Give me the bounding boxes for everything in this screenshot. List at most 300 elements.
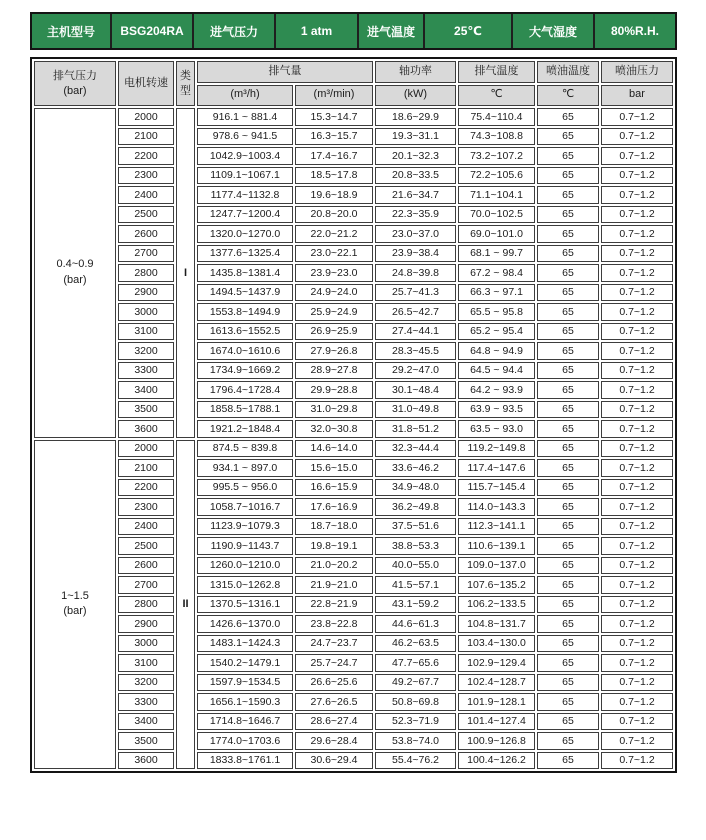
flow-m3min-cell: 24.9~24.0 <box>295 284 373 302</box>
table-row <box>34 732 673 750</box>
motor-speed-cell: 2000 <box>118 108 174 126</box>
oil-temp-cell: 65 <box>537 420 599 438</box>
flow-m3h-cell: 1597.9~1534.5 <box>197 674 293 692</box>
flow-m3h-cell: 1435.8~1381.4 <box>197 264 293 282</box>
flow-m3min-cell: 26.6~25.6 <box>295 674 373 692</box>
oil-pressure-cell: 0.7~1.2 <box>601 479 673 497</box>
col-header-shaft-power: 轴功率 <box>375 61 456 83</box>
flow-m3h-cell: 1247.7~1200.4 <box>197 206 293 224</box>
oil-temp-cell: 65 <box>537 245 599 263</box>
flow-m3h-cell: 978.6 ~ 941.5 <box>197 128 293 146</box>
discharge-temp-cell: 65.5 ~ 95.8 <box>458 303 535 321</box>
flow-m3h-cell: 916.1 ~ 881.4 <box>197 108 293 126</box>
discharge-temp-cell: 109.0~137.0 <box>458 557 535 575</box>
flow-m3min-cell: 16.3~15.7 <box>295 128 373 146</box>
oil-temp-cell: 65 <box>537 186 599 204</box>
oil-pressure-cell: 0.7~1.2 <box>601 303 673 321</box>
motor-speed-cell: 3000 <box>118 635 174 653</box>
col-unit-m3min: (m³/min) <box>295 85 373 107</box>
motor-speed-cell: 3200 <box>118 674 174 692</box>
table-row <box>34 752 673 770</box>
motor-speed-cell: 2200 <box>118 479 174 497</box>
col-unit-kw: (kW) <box>375 85 456 107</box>
type-cell: I <box>176 108 195 438</box>
oil-pressure-cell: 0.7~1.2 <box>601 576 673 594</box>
motor-speed-cell: 2300 <box>118 498 174 516</box>
oil-temp-cell: 65 <box>537 401 599 419</box>
oil-pressure-cell: 0.7~1.2 <box>601 206 673 224</box>
table-row <box>34 576 673 594</box>
type-cell: II <box>176 440 195 770</box>
shaft-power-cell: 18.6~29.9 <box>375 108 456 126</box>
shaft-power-cell: 55.4~76.2 <box>375 752 456 770</box>
flow-m3h-cell: 874.5 ~ 839.8 <box>197 440 293 458</box>
flow-m3min-cell: 23.0~22.1 <box>295 245 373 263</box>
inlet-temp-label: 进气温度 <box>359 14 423 48</box>
col-header-type: 类 型 <box>176 61 195 106</box>
shaft-power-cell: 41.5~57.1 <box>375 576 456 594</box>
discharge-temp-cell: 102.4~128.7 <box>458 674 535 692</box>
flow-m3h-cell: 1774.0~1703.6 <box>197 732 293 750</box>
table-row <box>34 108 673 126</box>
flow-m3h-cell: 1315.0~1262.8 <box>197 576 293 594</box>
discharge-temp-cell: 112.3~141.1 <box>458 518 535 536</box>
flow-m3h-cell: 1377.6~1325.4 <box>197 245 293 263</box>
flow-m3h-cell: 1796.4~1728.4 <box>197 381 293 399</box>
oil-pressure-cell: 0.7~1.2 <box>601 518 673 536</box>
performance-table <box>30 57 677 773</box>
model-info-header <box>30 12 677 50</box>
flow-m3h-cell: 1540.2~1479.1 <box>197 654 293 672</box>
flow-m3min-cell: 26.9~25.9 <box>295 323 373 341</box>
flow-m3min-cell: 15.3~14.7 <box>295 108 373 126</box>
shaft-power-cell: 32.3~44.4 <box>375 440 456 458</box>
motor-speed-cell: 3600 <box>118 420 174 438</box>
oil-temp-cell: 65 <box>537 557 599 575</box>
oil-pressure-cell: 0.7~1.2 <box>601 537 673 555</box>
flow-m3min-cell: 23.8~22.8 <box>295 615 373 633</box>
col-header-motor-speed: 电机转速 <box>118 61 174 106</box>
col-unit-m3h: (m³/h) <box>197 85 293 107</box>
col-header-discharge-pressure: 排气压力 (bar) <box>34 61 116 106</box>
discharge-temp-cell: 103.4~130.0 <box>458 635 535 653</box>
oil-temp-cell: 65 <box>537 596 599 614</box>
table-row <box>34 498 673 516</box>
shaft-power-cell: 21.6~34.7 <box>375 186 456 204</box>
shaft-power-cell: 52.3~71.9 <box>375 713 456 731</box>
shaft-power-cell: 34.9~48.0 <box>375 479 456 497</box>
flow-m3h-cell: 1921.2~1848.4 <box>197 420 293 438</box>
flow-m3min-cell: 29.6~28.4 <box>295 732 373 750</box>
shaft-power-cell: 23.0~37.0 <box>375 225 456 243</box>
table-row <box>34 128 673 146</box>
col-header-discharge-temp: 排气温度 <box>458 61 535 83</box>
shaft-power-cell: 44.6~61.3 <box>375 615 456 633</box>
oil-pressure-cell: 0.7~1.2 <box>601 284 673 302</box>
flow-m3h-cell: 995.5 ~ 956.0 <box>197 479 293 497</box>
flow-m3min-cell: 20.8~20.0 <box>295 206 373 224</box>
oil-temp-cell: 65 <box>537 206 599 224</box>
flow-m3h-cell: 1674.0~1610.6 <box>197 342 293 360</box>
flow-m3h-cell: 934.1 ~ 897.0 <box>197 459 293 477</box>
motor-speed-cell: 3100 <box>118 323 174 341</box>
col-unit-oil-temp: ℃ <box>537 85 599 107</box>
oil-pressure-cell: 0.7~1.2 <box>601 264 673 282</box>
discharge-temp-cell: 104.8~131.7 <box>458 615 535 633</box>
table-row <box>34 147 673 165</box>
oil-pressure-cell: 0.7~1.2 <box>601 635 673 653</box>
oil-temp-cell: 65 <box>537 498 599 516</box>
shaft-power-cell: 20.8~33.5 <box>375 167 456 185</box>
oil-temp-cell: 65 <box>537 576 599 594</box>
oil-temp-cell: 65 <box>537 128 599 146</box>
oil-pressure-cell: 0.7~1.2 <box>601 596 673 614</box>
oil-pressure-cell: 0.7~1.2 <box>601 186 673 204</box>
oil-pressure-cell: 0.7~1.2 <box>601 440 673 458</box>
col-header-oil-pressure: 喷油压力 <box>601 61 673 83</box>
oil-temp-cell: 65 <box>537 362 599 380</box>
flow-m3min-cell: 16.6~15.9 <box>295 479 373 497</box>
table-row <box>34 401 673 419</box>
shaft-power-cell: 53.8~74.0 <box>375 732 456 750</box>
discharge-temp-cell: 68.1 ~ 99.7 <box>458 245 535 263</box>
oil-pressure-cell: 0.7~1.2 <box>601 108 673 126</box>
shaft-power-cell: 20.1~32.3 <box>375 147 456 165</box>
discharge-temp-cell: 64.8 ~ 94.9 <box>458 342 535 360</box>
oil-temp-cell: 65 <box>537 732 599 750</box>
flow-m3h-cell: 1483.1~1424.3 <box>197 635 293 653</box>
shaft-power-cell: 37.5~51.6 <box>375 518 456 536</box>
oil-pressure-cell: 0.7~1.2 <box>601 225 673 243</box>
flow-m3h-cell: 1858.5~1788.1 <box>197 401 293 419</box>
motor-speed-cell: 2100 <box>118 128 174 146</box>
oil-temp-cell: 65 <box>537 479 599 497</box>
discharge-temp-cell: 63.9 ~ 93.5 <box>458 401 535 419</box>
table-row <box>34 420 673 438</box>
discharge-temp-cell: 100.9~126.8 <box>458 732 535 750</box>
flow-m3min-cell: 29.9~28.8 <box>295 381 373 399</box>
shaft-power-cell: 47.7~65.6 <box>375 654 456 672</box>
shaft-power-cell: 31.0~49.8 <box>375 401 456 419</box>
oil-temp-cell: 65 <box>537 635 599 653</box>
oil-pressure-cell: 0.7~1.2 <box>601 342 673 360</box>
oil-temp-cell: 65 <box>537 225 599 243</box>
discharge-temp-cell: 66.3 ~ 97.1 <box>458 284 535 302</box>
table-row <box>34 206 673 224</box>
col-unit-discharge-temp: ℃ <box>458 85 535 107</box>
motor-speed-cell: 2900 <box>118 284 174 302</box>
discharge-temp-cell: 73.2~107.2 <box>458 147 535 165</box>
table-row <box>34 693 673 711</box>
table-row <box>34 381 673 399</box>
motor-speed-cell: 2600 <box>118 225 174 243</box>
table-row <box>34 557 673 575</box>
table-row <box>34 264 673 282</box>
model-label: 主机型号 <box>32 14 110 48</box>
discharge-temp-cell: 72.2~105.6 <box>458 167 535 185</box>
shaft-power-cell: 29.2~47.0 <box>375 362 456 380</box>
flow-m3min-cell: 17.6~16.9 <box>295 498 373 516</box>
oil-temp-cell: 65 <box>537 713 599 731</box>
inlet-pressure-label: 进气压力 <box>194 14 274 48</box>
flow-m3min-cell: 22.8~21.9 <box>295 596 373 614</box>
discharge-temp-cell: 106.2~133.5 <box>458 596 535 614</box>
table-row <box>34 245 673 263</box>
pressure-range-cell: 1~1.5 (bar) <box>34 440 116 770</box>
motor-speed-cell: 2500 <box>118 537 174 555</box>
shaft-power-cell: 26.5~42.7 <box>375 303 456 321</box>
discharge-temp-cell: 64.5 ~ 94.4 <box>458 362 535 380</box>
oil-pressure-cell: 0.7~1.2 <box>601 498 673 516</box>
table-row <box>34 342 673 360</box>
table-row <box>34 615 673 633</box>
flow-m3h-cell: 1260.0~1210.0 <box>197 557 293 575</box>
discharge-temp-cell: 69.0~101.0 <box>458 225 535 243</box>
table-row <box>34 186 673 204</box>
flow-m3min-cell: 30.6~29.4 <box>295 752 373 770</box>
discharge-temp-cell: 67.2 ~ 98.4 <box>458 264 535 282</box>
oil-temp-cell: 65 <box>537 654 599 672</box>
flow-m3h-cell: 1553.8~1494.9 <box>197 303 293 321</box>
motor-speed-cell: 3000 <box>118 303 174 321</box>
shaft-power-cell: 31.8~51.2 <box>375 420 456 438</box>
discharge-temp-cell: 117.4~147.6 <box>458 459 535 477</box>
shaft-power-cell: 19.3~31.1 <box>375 128 456 146</box>
shaft-power-cell: 28.3~45.5 <box>375 342 456 360</box>
flow-m3h-cell: 1613.6~1552.5 <box>197 323 293 341</box>
motor-speed-cell: 2800 <box>118 264 174 282</box>
motor-speed-cell: 2300 <box>118 167 174 185</box>
flow-m3h-cell: 1734.9~1669.2 <box>197 362 293 380</box>
col-unit-oil-pressure: bar <box>601 85 673 107</box>
oil-pressure-cell: 0.7~1.2 <box>601 615 673 633</box>
inlet-pressure-value: 1 atm <box>276 14 357 48</box>
motor-speed-cell: 3500 <box>118 732 174 750</box>
flow-m3h-cell: 1714.8~1646.7 <box>197 713 293 731</box>
table-row <box>34 362 673 380</box>
motor-speed-cell: 2500 <box>118 206 174 224</box>
flow-m3min-cell: 28.9~27.8 <box>295 362 373 380</box>
flow-m3h-cell: 1042.9~1003.4 <box>197 147 293 165</box>
oil-temp-cell: 65 <box>537 284 599 302</box>
flow-m3h-cell: 1109.1~1067.1 <box>197 167 293 185</box>
humidity-value: 80%R.H. <box>595 14 675 48</box>
shaft-power-cell: 50.8~69.8 <box>375 693 456 711</box>
flow-m3min-cell: 17.4~16.7 <box>295 147 373 165</box>
table-row <box>34 167 673 185</box>
flow-m3min-cell: 27.6~26.5 <box>295 693 373 711</box>
oil-temp-cell: 65 <box>537 381 599 399</box>
flow-m3h-cell: 1320.0~1270.0 <box>197 225 293 243</box>
discharge-temp-cell: 107.6~135.2 <box>458 576 535 594</box>
oil-pressure-cell: 0.7~1.2 <box>601 245 673 263</box>
motor-speed-cell: 2200 <box>118 147 174 165</box>
table-row <box>34 479 673 497</box>
shaft-power-cell: 25.7~41.3 <box>375 284 456 302</box>
shaft-power-cell: 27.4~44.1 <box>375 323 456 341</box>
discharge-temp-cell: 70.0~102.5 <box>458 206 535 224</box>
oil-pressure-cell: 0.7~1.2 <box>601 693 673 711</box>
oil-pressure-cell: 0.7~1.2 <box>601 420 673 438</box>
oil-temp-cell: 65 <box>537 342 599 360</box>
oil-pressure-cell: 0.7~1.2 <box>601 167 673 185</box>
flow-m3h-cell: 1370.5~1316.1 <box>197 596 293 614</box>
model-value: BSG204RA <box>112 14 192 48</box>
oil-pressure-cell: 0.7~1.2 <box>601 732 673 750</box>
flow-m3min-cell: 25.7~24.7 <box>295 654 373 672</box>
col-header-oil-temp: 喷油温度 <box>537 61 599 83</box>
discharge-temp-cell: 63.5 ~ 93.0 <box>458 420 535 438</box>
discharge-temp-cell: 100.4~126.2 <box>458 752 535 770</box>
table-row <box>34 303 673 321</box>
oil-temp-cell: 65 <box>537 537 599 555</box>
oil-temp-cell: 65 <box>537 674 599 692</box>
table-row <box>34 284 673 302</box>
motor-speed-cell: 2100 <box>118 459 174 477</box>
oil-pressure-cell: 0.7~1.2 <box>601 752 673 770</box>
discharge-temp-cell: 71.1~104.1 <box>458 186 535 204</box>
flow-m3min-cell: 24.7~23.7 <box>295 635 373 653</box>
motor-speed-cell: 2600 <box>118 557 174 575</box>
oil-temp-cell: 65 <box>537 615 599 633</box>
shaft-power-cell: 38.8~53.3 <box>375 537 456 555</box>
oil-pressure-cell: 0.7~1.2 <box>601 128 673 146</box>
oil-temp-cell: 65 <box>537 518 599 536</box>
motor-speed-cell: 3500 <box>118 401 174 419</box>
oil-pressure-cell: 0.7~1.2 <box>601 147 673 165</box>
flow-m3min-cell: 21.0~20.2 <box>295 557 373 575</box>
oil-pressure-cell: 0.7~1.2 <box>601 459 673 477</box>
oil-pressure-cell: 0.7~1.2 <box>601 674 673 692</box>
oil-pressure-cell: 0.7~1.2 <box>601 557 673 575</box>
shaft-power-cell: 43.1~59.2 <box>375 596 456 614</box>
shaft-power-cell: 46.2~63.5 <box>375 635 456 653</box>
oil-pressure-cell: 0.7~1.2 <box>601 381 673 399</box>
flow-m3min-cell: 31.0~29.8 <box>295 401 373 419</box>
oil-temp-cell: 65 <box>537 108 599 126</box>
flow-m3min-cell: 27.9~26.8 <box>295 342 373 360</box>
table-row <box>34 323 673 341</box>
oil-temp-cell: 65 <box>537 752 599 770</box>
flow-m3min-cell: 21.9~21.0 <box>295 576 373 594</box>
oil-temp-cell: 65 <box>537 147 599 165</box>
shaft-power-cell: 22.3~35.9 <box>375 206 456 224</box>
discharge-temp-cell: 115.7~145.4 <box>458 479 535 497</box>
oil-temp-cell: 65 <box>537 303 599 321</box>
motor-speed-cell: 2900 <box>118 615 174 633</box>
oil-temp-cell: 65 <box>537 459 599 477</box>
discharge-temp-cell: 101.4~127.4 <box>458 713 535 731</box>
flow-m3min-cell: 15.6~15.0 <box>295 459 373 477</box>
flow-m3h-cell: 1833.8~1761.1 <box>197 752 293 770</box>
oil-temp-cell: 65 <box>537 167 599 185</box>
table-row <box>34 713 673 731</box>
inlet-temp-value: 25℃ <box>425 14 511 48</box>
motor-speed-cell: 3200 <box>118 342 174 360</box>
flow-m3min-cell: 25.9~24.9 <box>295 303 373 321</box>
oil-pressure-cell: 0.7~1.2 <box>601 713 673 731</box>
discharge-temp-cell: 74.3~108.8 <box>458 128 535 146</box>
oil-pressure-cell: 0.7~1.2 <box>601 654 673 672</box>
discharge-temp-cell: 64.2 ~ 93.9 <box>458 381 535 399</box>
humidity-label: 大气湿度 <box>513 14 593 48</box>
flow-m3min-cell: 28.6~27.4 <box>295 713 373 731</box>
discharge-temp-cell: 102.9~129.4 <box>458 654 535 672</box>
flow-m3h-cell: 1123.9~1079.3 <box>197 518 293 536</box>
motor-speed-cell: 3600 <box>118 752 174 770</box>
pressure-range-cell: 0.4~0.9 (bar) <box>34 108 116 438</box>
shaft-power-cell: 49.2~67.7 <box>375 674 456 692</box>
shaft-power-cell: 33.6~46.2 <box>375 459 456 477</box>
discharge-temp-cell: 65.2 ~ 95.4 <box>458 323 535 341</box>
flow-m3min-cell: 18.7~18.0 <box>295 518 373 536</box>
flow-m3min-cell: 22.0~21.2 <box>295 225 373 243</box>
discharge-temp-cell: 110.6~139.1 <box>458 537 535 555</box>
discharge-temp-cell: 114.0~143.3 <box>458 498 535 516</box>
table-row <box>34 596 673 614</box>
col-header-air-delivery: 排气量 <box>197 61 373 83</box>
motor-speed-cell: 3300 <box>118 362 174 380</box>
motor-speed-cell: 2400 <box>118 186 174 204</box>
oil-pressure-cell: 0.7~1.2 <box>601 362 673 380</box>
flow-m3h-cell: 1058.7~1016.7 <box>197 498 293 516</box>
motor-speed-cell: 2400 <box>118 518 174 536</box>
table-row <box>34 654 673 672</box>
shaft-power-cell: 40.0~55.0 <box>375 557 456 575</box>
flow-m3min-cell: 32.0~30.8 <box>295 420 373 438</box>
shaft-power-cell: 30.1~48.4 <box>375 381 456 399</box>
flow-m3h-cell: 1426.6~1370.0 <box>197 615 293 633</box>
motor-speed-cell: 2000 <box>118 440 174 458</box>
motor-speed-cell: 3300 <box>118 693 174 711</box>
motor-speed-cell: 2700 <box>118 245 174 263</box>
table-row <box>34 518 673 536</box>
flow-m3h-cell: 1190.9~1143.7 <box>197 537 293 555</box>
table-row <box>34 440 673 458</box>
motor-speed-cell: 3100 <box>118 654 174 672</box>
oil-pressure-cell: 0.7~1.2 <box>601 323 673 341</box>
flow-m3min-cell: 19.8~19.1 <box>295 537 373 555</box>
oil-temp-cell: 65 <box>537 693 599 711</box>
motor-speed-cell: 3400 <box>118 381 174 399</box>
flow-m3min-cell: 14.6~14.0 <box>295 440 373 458</box>
table-row <box>34 225 673 243</box>
flow-m3min-cell: 18.5~17.8 <box>295 167 373 185</box>
oil-temp-cell: 65 <box>537 264 599 282</box>
table-header <box>34 61 673 106</box>
flow-m3h-cell: 1656.1~1590.3 <box>197 693 293 711</box>
table-row <box>34 537 673 555</box>
flow-m3min-cell: 23.9~23.0 <box>295 264 373 282</box>
motor-speed-cell: 3400 <box>118 713 174 731</box>
flow-m3h-cell: 1177.4~1132.8 <box>197 186 293 204</box>
discharge-temp-cell: 119.2~149.8 <box>458 440 535 458</box>
table-row <box>34 674 673 692</box>
shaft-power-cell: 23.9~38.4 <box>375 245 456 263</box>
flow-m3h-cell: 1494.5~1437.9 <box>197 284 293 302</box>
flow-m3min-cell: 19.6~18.9 <box>295 186 373 204</box>
motor-speed-cell: 2800 <box>118 596 174 614</box>
shaft-power-cell: 36.2~49.8 <box>375 498 456 516</box>
table-row <box>34 635 673 653</box>
oil-temp-cell: 65 <box>537 440 599 458</box>
shaft-power-cell: 24.8~39.8 <box>375 264 456 282</box>
oil-temp-cell: 65 <box>537 323 599 341</box>
oil-pressure-cell: 0.7~1.2 <box>601 401 673 419</box>
discharge-temp-cell: 75.4~110.4 <box>458 108 535 126</box>
motor-speed-cell: 2700 <box>118 576 174 594</box>
table-body <box>34 108 673 769</box>
